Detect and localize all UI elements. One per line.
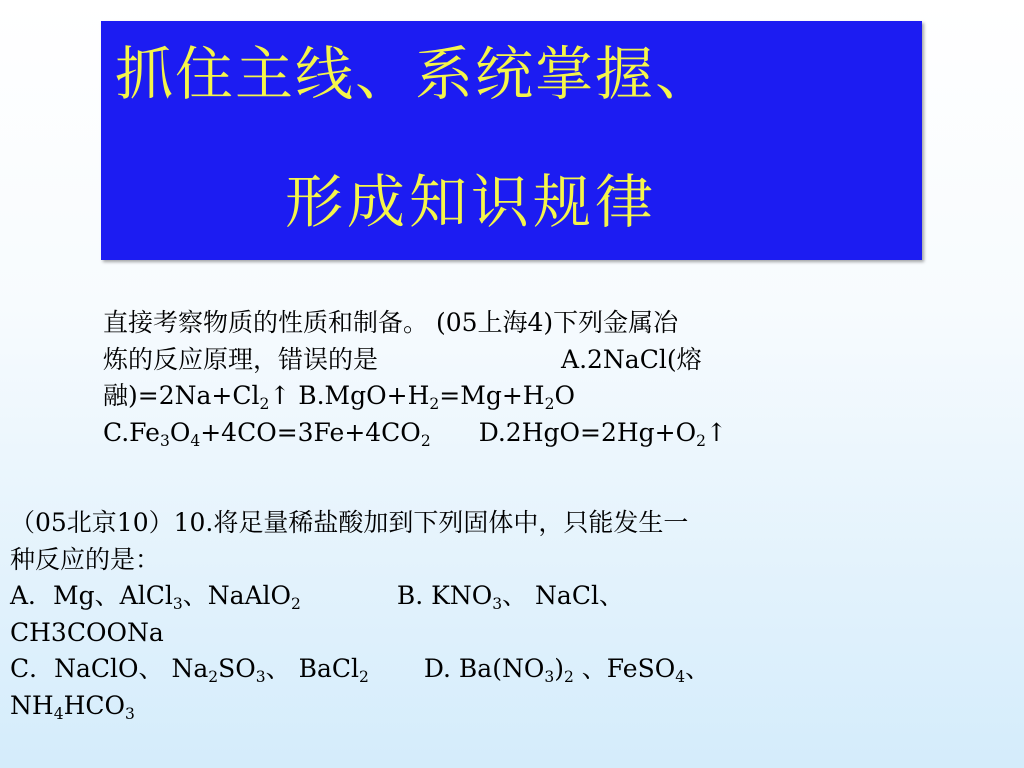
- question-2-line-1: （05北京10）10.将足量稀盐酸加到下列固体中，只能发生一: [10, 508, 689, 537]
- question-2-line-6: [10, 688, 1010, 725]
- option-a-text: 、NaAlO: [182, 581, 292, 610]
- question-1: [103, 305, 883, 451]
- subscript: 2: [291, 594, 301, 613]
- subscript: 3: [492, 594, 503, 613]
- title-line-2: 形成知识规律: [285, 168, 658, 236]
- subscript: 3: [255, 667, 266, 686]
- option-d-text: ): [554, 654, 564, 683]
- question-1-line-4: [103, 415, 883, 452]
- question-2-line-3: [10, 578, 1010, 615]
- option-d-text: 、FeSO: [573, 654, 676, 683]
- question-1-line-2: [103, 342, 883, 379]
- subscript: 2: [420, 431, 431, 450]
- option-a-start: A．Mg、AlCl: [10, 581, 173, 610]
- subscript: 2: [544, 394, 555, 413]
- option-b-end: O: [554, 381, 575, 410]
- option-d-end: ↑: [705, 417, 727, 447]
- option-c-text: O: [169, 417, 191, 447]
- title-line-1: 抓住主线、系统掌握、: [115, 40, 716, 108]
- question-2-line-5: [10, 651, 1010, 688]
- subscript: 2: [696, 431, 706, 450]
- subscript: 3: [544, 667, 555, 686]
- subscript: 4: [675, 667, 686, 686]
- option-b-start: B. KNO: [396, 581, 493, 610]
- question-2: [10, 505, 1010, 724]
- option-d-start: D.2HgO=2Hg+O: [478, 417, 697, 447]
- question-1-stem-end: 炼的反应原理，错误的是: [103, 344, 379, 374]
- subscript: 2: [259, 394, 270, 413]
- subscript: 3: [125, 704, 135, 723]
- subscript: 2: [429, 394, 440, 413]
- option-b-start: ↑ B.MgO+H: [269, 381, 430, 410]
- option-b-text: =Mg+H: [439, 381, 545, 410]
- option-c-start: C.Fe: [103, 417, 160, 447]
- question-2-line-2: 种反应的是：: [10, 544, 161, 574]
- option-b-text: 、 NaCl、: [502, 581, 624, 610]
- option-c-text: +4CO=3Fe+4CO: [200, 417, 421, 447]
- option-c-text: SO: [218, 654, 256, 683]
- option-c-start: C．NaClO、 Na: [10, 654, 209, 683]
- subscript: 3: [159, 431, 170, 450]
- subscript: 2: [563, 667, 574, 686]
- title-banner: [101, 21, 922, 260]
- question-2-line-4: CH3COONa: [10, 617, 164, 647]
- option-c-text: 、 BaCl: [265, 654, 359, 683]
- option-a-end: 融)=2Na+Cl: [103, 381, 260, 410]
- subscript: 4: [53, 704, 64, 723]
- option-d-end: HCO: [63, 690, 125, 720]
- option-a-start: A.2NaCl(熔: [561, 344, 702, 374]
- option-d-start: D. Ba(NO: [423, 654, 545, 683]
- question-1-line-1: 直接考察物质的性质和制备。 (05上海4)下列金属冶: [103, 308, 679, 337]
- question-1-line-3: [103, 378, 883, 415]
- option-d-text: 、: [685, 654, 711, 683]
- subscript: 2: [208, 667, 219, 686]
- subscript: 3: [172, 594, 183, 613]
- subscript: 4: [190, 431, 201, 450]
- subscript: 2: [359, 667, 369, 686]
- option-d-end: NH: [10, 690, 54, 720]
